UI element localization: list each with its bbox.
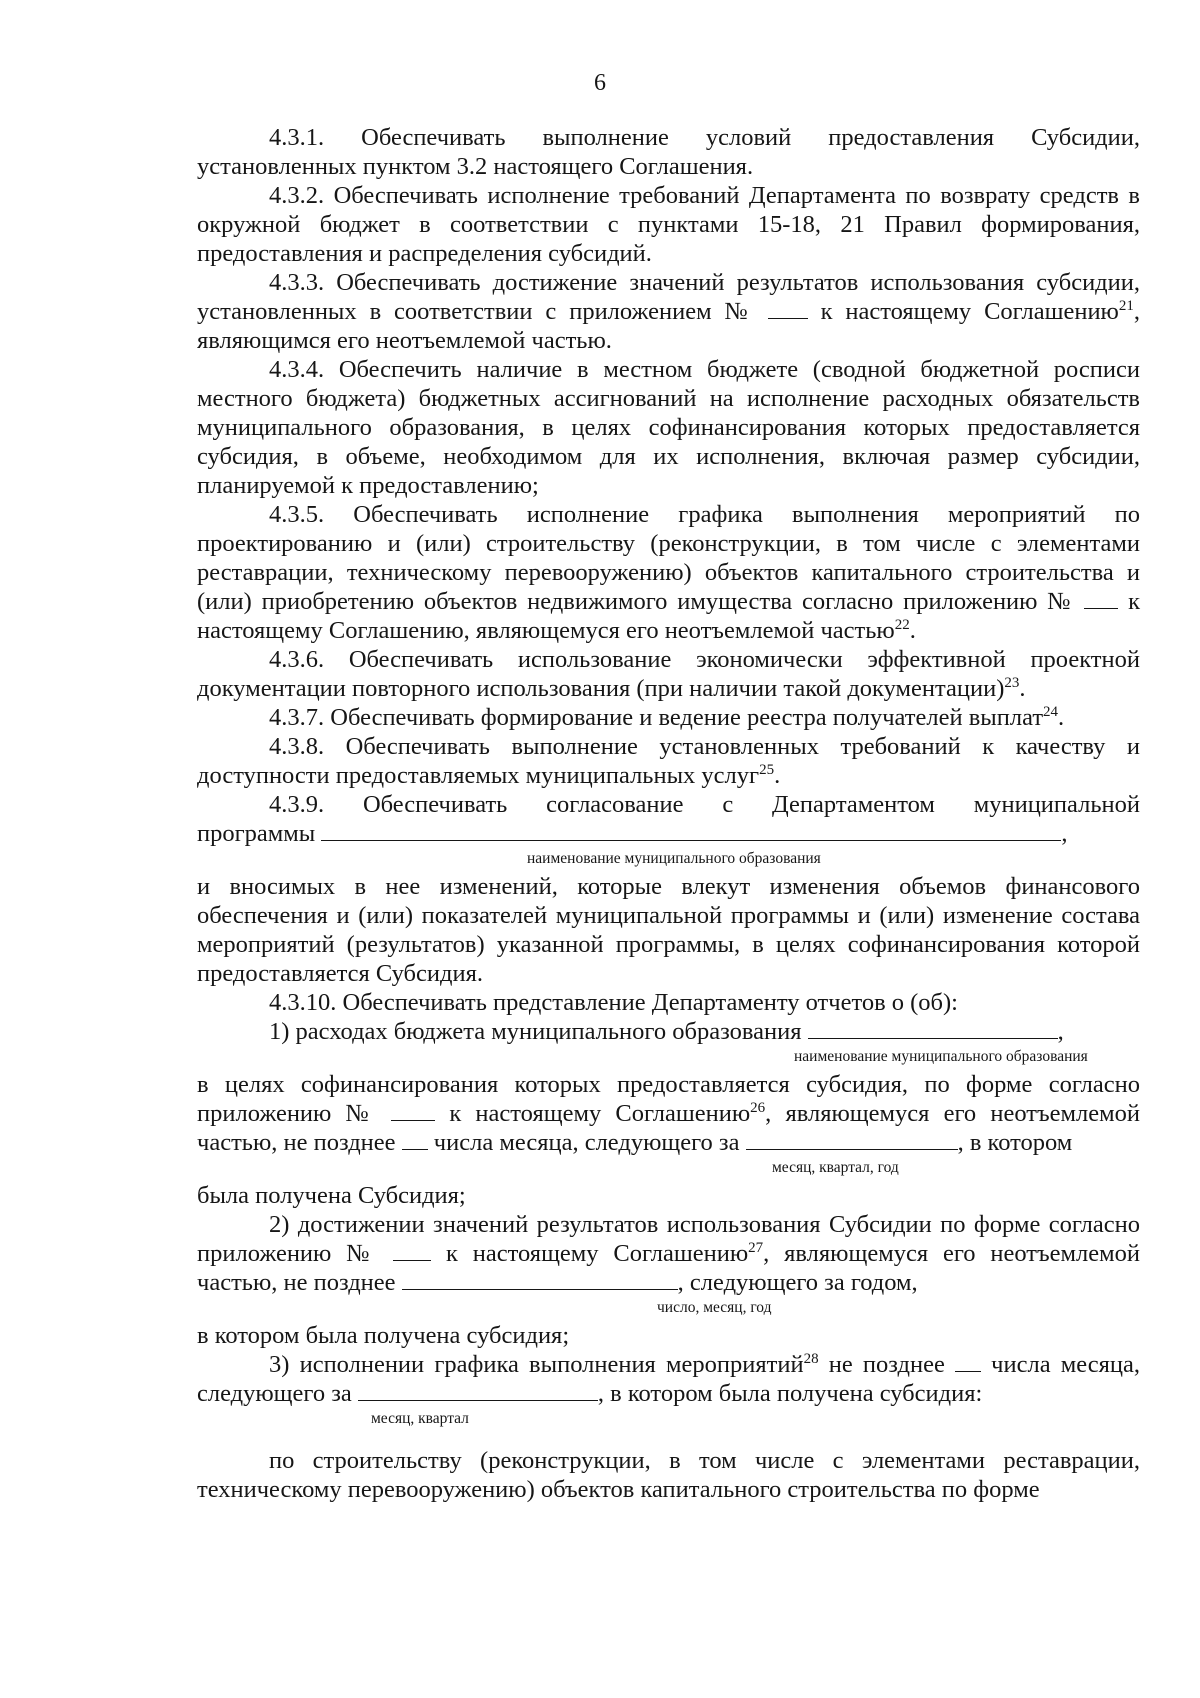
- annex-number-blank: [1084, 588, 1118, 609]
- para-4-3-8-text: 4.3.8. Обеспечивать выполнение установленных требований к качеству и доступности предоставляемых муниципальных услуг: [197, 733, 1140, 789]
- period: .: [1019, 675, 1026, 702]
- comma: ,: [1057, 1018, 1064, 1045]
- para-4-3-3-text1: 4.3.3. Обеспечивать достижение значений результатов использования субсидии, установленных в соответствии с приложением №: [197, 269, 1140, 325]
- item-1-text3: к настоящему Соглашению: [449, 1100, 751, 1127]
- period-blank: [746, 1129, 958, 1150]
- caption-text: месяц, квартал, год: [772, 1159, 899, 1176]
- footnote-ref: 28: [803, 1350, 819, 1367]
- item-2-text1: 2) достижении значений результатов использования Субсидии по форме согласно приложению №: [197, 1211, 1140, 1267]
- para-4-3-6-text: 4.3.6. Обеспечивать использование экономически эффективной проектной документации повторного использования (при наличии такой документации): [197, 646, 1140, 702]
- item-1-text1: 1) расходах бюджета муниципального образования: [269, 1018, 802, 1045]
- item-3-text3: числа месяца,: [991, 1351, 1140, 1378]
- para-last: по строительству (реконструкции, в том числе с элементами реставрации, техническому перевооружению) объектов капитального строительства по форме: [197, 1447, 1140, 1503]
- item-2-text4: , следующего за годом,: [677, 1269, 918, 1296]
- para-4-3-5-text2: к настоящему Соглашению, являющемуся его неотъемлемой частью: [197, 588, 1140, 644]
- caption-day-month-year: [197, 1298, 1140, 1318]
- caption-text: наименование муниципального образования: [527, 850, 821, 867]
- footnote-ref: 25: [759, 761, 775, 778]
- item-3-text4: следующего за: [197, 1380, 352, 1407]
- item-1-text4: , являющемуся его неотъемлемой частью, не позднее: [197, 1100, 1140, 1156]
- caption-municipality-name: [197, 1047, 1140, 1067]
- period: .: [1058, 704, 1065, 731]
- item-2-text2: к настоящему Соглашению: [446, 1240, 749, 1267]
- para-4-3-9-programmy: [197, 819, 1140, 848]
- period: .: [909, 617, 916, 644]
- item-1-text6: , в котором: [957, 1129, 1073, 1156]
- item-3-text2: не позднее: [828, 1351, 945, 1378]
- comma: ,: [1061, 820, 1068, 847]
- day-blank: [402, 1129, 428, 1150]
- para-4-3-6: [197, 645, 1140, 703]
- para-4-3-1-line1: 4.3.1. Обеспечивать выполнение условий предоставления Субсидии,: [269, 124, 1140, 151]
- item-3-text5: , в котором была получена субсидия:: [597, 1380, 983, 1407]
- caption-text: наименование муниципального образования: [794, 1048, 1088, 1065]
- date-blank: [402, 1269, 678, 1290]
- item-1-body: [197, 1070, 1140, 1157]
- para-4-3-3-text2: к настоящему Соглашению: [820, 298, 1119, 325]
- para-4-3-4: 4.3.4. Обеспечить наличие в местном бюджете (сводной бюджетной росписи местного бюджета) бюджетных ассигнований на исполнение расходных обязательств муниципального образования, в целях софинансирования которых предоставляется субсидия, в объеме, необходимом для их исполнения, включая размер субсидии, планируемой к предоставлению;: [197, 356, 1140, 499]
- item-3-text1: 3) исполнении графика выполнения мероприятий: [269, 1351, 804, 1378]
- para-4-3-8: [197, 732, 1140, 790]
- item-1-line1: [197, 1017, 1140, 1046]
- programmy-label: программы: [197, 820, 316, 847]
- para-4-3-3: [197, 268, 1140, 355]
- day-blank: [955, 1351, 981, 1372]
- item-1-text5: числа месяца, следующего за: [433, 1129, 740, 1156]
- para-4-3-9-rest: и вносимых в нее изменений, которые влекут изменения объемов финансового обеспечения и (или) показателей муниципальной программы и (или) изменение состава мероприятий (результатов) указанной программы, в целях софинансирования которой предоставляется Субсидия.: [197, 873, 1140, 987]
- item-1-text2: в целях софинансирования которых предоставляется субсидия, по форме согласно приложению №: [197, 1071, 1140, 1127]
- item-2-text3: , являющемуся его неотъемлемой частью, не позднее: [197, 1240, 1140, 1296]
- para-4-3-3-text3: , являющимся его неотъемлемой частью.: [197, 298, 1140, 354]
- para-4-3-1-line2: установленных пунктом 3.2 настоящего Соглашения.: [197, 153, 754, 180]
- period: .: [774, 762, 781, 789]
- footnote-ref: 21: [1118, 297, 1134, 314]
- footnote-ref: 22: [894, 616, 910, 633]
- item-1-end: была получена Субсидия;: [197, 1182, 466, 1209]
- item-2-body: [197, 1210, 1140, 1297]
- municipality-name-blank: [321, 820, 1061, 841]
- para-4-3-2: 4.3.2. Обеспечивать исполнение требований Департамента по возврату средств в окружной бюджет в соответствии с пунктами 15-18, 21 Правил формирования, предоставления и распределения субсидий.: [197, 182, 1140, 267]
- period-blank: [358, 1380, 598, 1401]
- para-4-3-5-text1: 4.3.5. Обеспечивать исполнение графика выполнения мероприятий по проектированию и (или) строительству (реконструкции, в том числе с элементами реставрации, техническому перевооружению) объектов капитального строительства и (или) приобретению объектов недвижимого имущества согласно приложению №: [197, 501, 1140, 615]
- item-3-line2: [197, 1379, 1140, 1408]
- caption-municipality-name: [197, 849, 1140, 869]
- footnote-ref: 24: [1043, 703, 1059, 720]
- para-4-3-9-line1: 4.3.9. Обеспечивать согласование с Департаментом муниципальной: [269, 791, 1140, 818]
- footnote-ref: 23: [1004, 674, 1020, 691]
- para-4-3-5: [197, 500, 1140, 645]
- footnote-ref: 27: [748, 1239, 764, 1256]
- page-number: 6: [594, 70, 606, 96]
- annex-number-blank: [391, 1100, 435, 1121]
- annex-number-blank: [768, 298, 808, 319]
- item-2-end: в котором была получена субсидия;: [197, 1322, 570, 1349]
- para-4-3-7-text: 4.3.7. Обеспечивать формирование и ведение реестра получателей выплат: [269, 704, 1044, 731]
- caption-month-quarter-year: [197, 1158, 1140, 1178]
- document-body: [197, 123, 1140, 1504]
- municipality-name-blank: [808, 1018, 1058, 1039]
- item-3-line1: [197, 1350, 1140, 1379]
- footnote-ref: 26: [750, 1099, 766, 1116]
- caption-text: число, месяц, год: [657, 1299, 772, 1316]
- caption-month-quarter: [197, 1409, 1140, 1429]
- para-4-3-7: [197, 703, 1140, 732]
- caption-text: месяц, квартал: [371, 1410, 469, 1427]
- spacer: [197, 1432, 1140, 1446]
- para-4-3-10: 4.3.10. Обеспечивать представление Департаменту отчетов о (об):: [269, 989, 958, 1016]
- annex-number-blank: [393, 1240, 431, 1261]
